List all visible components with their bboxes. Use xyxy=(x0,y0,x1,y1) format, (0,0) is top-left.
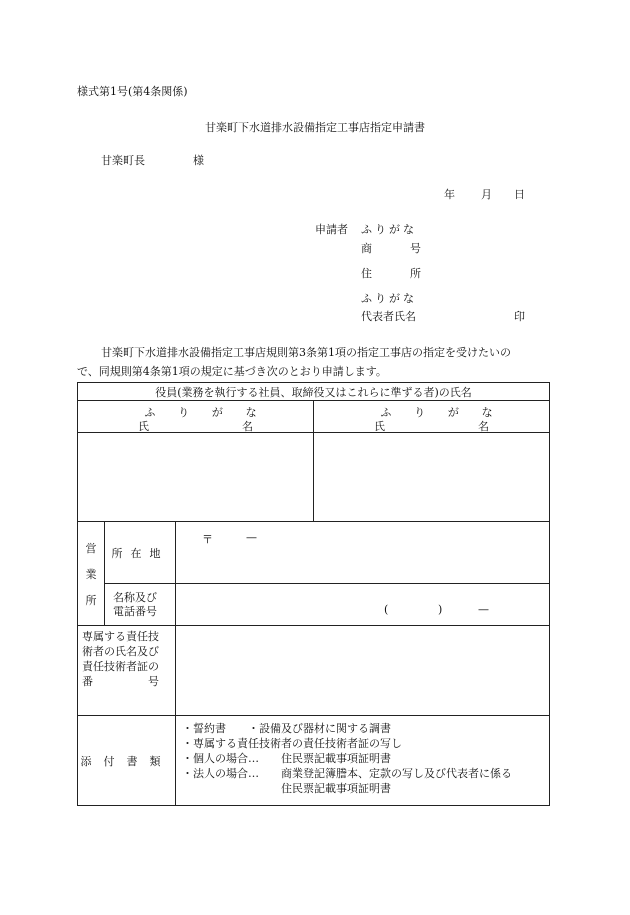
officers-left-header xyxy=(78,401,314,433)
address-label-2: 所 xyxy=(410,267,421,280)
furigana-char: な xyxy=(245,406,257,419)
applicant-furigana-1: ふりがな xyxy=(361,223,417,236)
attachment-item: ・専属する責任技術者の責任技術者証の写し xyxy=(182,737,402,750)
furigana-char: が xyxy=(211,406,223,419)
attachments-label: 添付書類 xyxy=(78,716,176,806)
date-month: 月 xyxy=(481,188,492,201)
officers-names-right-field[interactable] xyxy=(314,433,550,522)
application-table xyxy=(77,382,550,806)
furigana-char: が xyxy=(447,406,459,419)
location-field[interactable] xyxy=(176,522,550,584)
location-label: 所在地 xyxy=(105,522,176,584)
furigana-char: な xyxy=(481,406,493,419)
officers-right-header xyxy=(314,401,550,433)
phone-close-paren: ) xyxy=(438,603,443,616)
name-char: 氏 xyxy=(374,420,385,433)
phone-open-paren: ( xyxy=(384,603,389,616)
furigana-char: ふ xyxy=(380,406,392,419)
postal-mark: 〒 xyxy=(202,533,213,546)
trade-name-label-1: 商 xyxy=(361,242,372,255)
applicant-furigana-2: ふりがな xyxy=(361,292,417,305)
officers-names-left-field[interactable] xyxy=(78,433,314,522)
attachments-list xyxy=(176,716,550,806)
furigana-char: ふ xyxy=(144,406,156,419)
attachment-item: ・法人の場合… 商業登記簿謄本、定款の写し及び代表者に係る xyxy=(182,767,512,780)
officers-caption: 役員(業務を執行する社員、取締役又はこれらに準ずる者)の氏名 xyxy=(78,383,550,401)
engineer-label: 専属する責任技 術者の氏名及び 責任技術者証の 番 号 xyxy=(78,626,176,716)
furigana-char: り xyxy=(178,406,190,419)
name-char: 名 xyxy=(478,420,490,433)
name-char: 氏 xyxy=(138,420,149,433)
phone-dash: — xyxy=(478,603,489,616)
date-day: 日 xyxy=(514,188,525,201)
body-text-line-2: で、同規則第4条第1項の規定に基づき次のとおり申請します。 xyxy=(77,365,387,378)
representative-label: 代表者氏名 xyxy=(361,310,416,323)
engineer-field[interactable] xyxy=(176,626,550,716)
page-title: 甘楽町下水道排水設備指定工事店指定申請書 xyxy=(205,121,425,134)
business-office-label: 営 業 所 xyxy=(78,522,105,626)
date-year: 年 xyxy=(444,188,455,201)
furigana-char: り xyxy=(414,406,426,419)
postal-dash: — xyxy=(246,531,257,544)
name-phone-field[interactable] xyxy=(176,584,550,626)
honorific: 様 xyxy=(193,154,204,167)
name-char: 名 xyxy=(242,420,253,433)
address-label-1: 住 xyxy=(361,267,372,280)
applicant-label: 申請者 xyxy=(315,223,348,236)
addressee: 甘楽町長 xyxy=(101,154,145,167)
name-phone-label: 名称及び 電話番号 xyxy=(105,584,176,626)
trade-name-label-2: 号 xyxy=(410,242,421,255)
attachment-item: 住民票記載事項証明書 xyxy=(182,782,391,795)
seal-mark: 印 xyxy=(514,310,525,323)
body-text-line-1: 甘楽町下水道排水設備指定工事店規則第3条第1項の指定工事店の指定を受けたいの xyxy=(101,346,511,359)
attachment-item: ・個人の場合… 住民票記載事項証明書 xyxy=(182,752,391,765)
form-number: 様式第1号(第4条関係) xyxy=(77,85,188,98)
attachment-item: ・誓約書 ・設備及び器材に関する調書 xyxy=(182,722,391,735)
